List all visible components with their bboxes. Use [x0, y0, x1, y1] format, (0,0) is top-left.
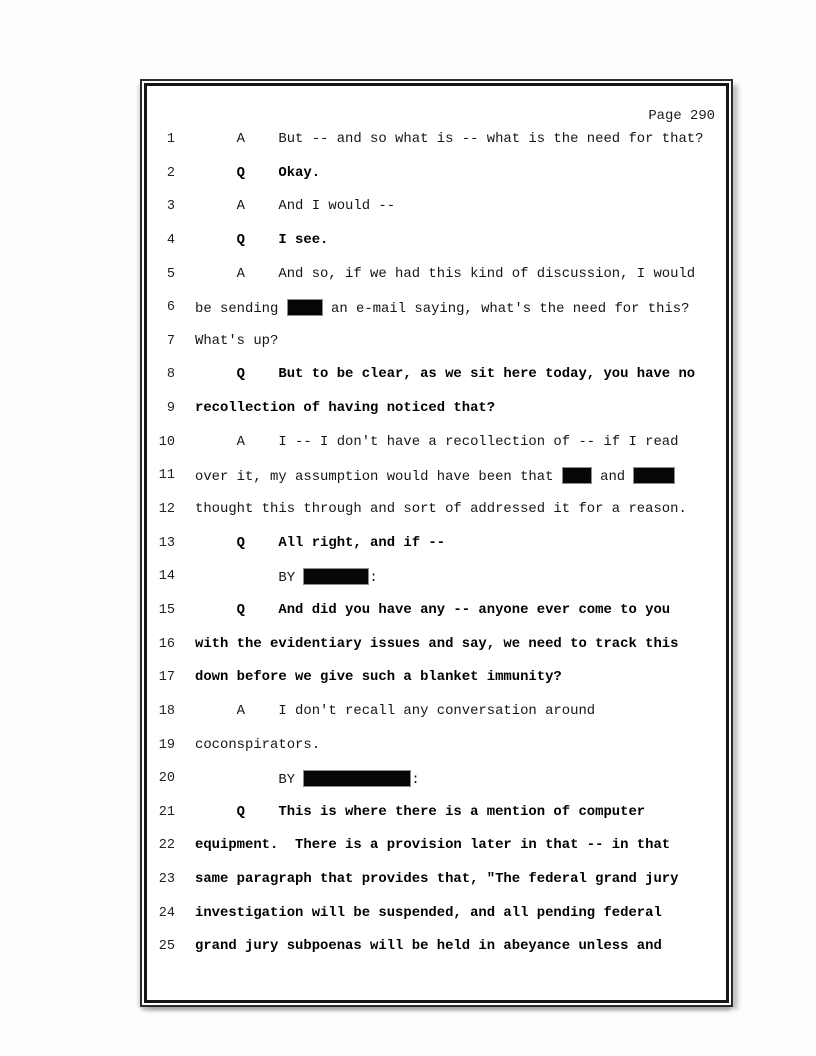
line-number: 16 — [158, 636, 175, 652]
transcript-line — [147, 198, 726, 232]
line-text — [175, 602, 670, 619]
line-text — [175, 938, 662, 955]
text-segment: Q And did you have any -- anyone ever come to you — [195, 601, 671, 618]
line-number: 8 — [166, 367, 175, 383]
line-number: 5 — [166, 266, 175, 282]
text-segment: : — [369, 570, 378, 587]
transcript-line — [147, 501, 726, 535]
text-segment: coconspirators. — [195, 736, 321, 753]
line-text — [175, 198, 395, 215]
line-text — [175, 333, 278, 350]
transcript-lines — [147, 131, 726, 972]
text-segment: over it, my assumption would have been that — [195, 469, 562, 486]
transcript-line — [147, 232, 726, 266]
text-segment: A But -- and so what is -- what is the need for that? — [195, 131, 704, 147]
text-segment: down before we give such a blanket immunity? — [195, 669, 562, 686]
transcript-line — [147, 602, 726, 636]
transcript-line — [147, 905, 726, 939]
line-number: 4 — [166, 232, 175, 248]
line-text — [175, 467, 675, 486]
text-segment: What's up? — [195, 332, 279, 349]
line-text — [175, 535, 445, 552]
text-segment: Q I see. — [195, 231, 329, 248]
line-text — [175, 366, 695, 383]
line-number: 13 — [158, 535, 175, 551]
line-number: 6 — [166, 300, 175, 316]
line-text — [175, 837, 670, 854]
redaction-box — [303, 568, 369, 585]
transcript-line — [147, 467, 726, 501]
line-number: 10 — [158, 434, 175, 450]
line-text — [175, 501, 687, 518]
line-number: 18 — [158, 703, 175, 719]
text-segment: A I -- I don't have a recollection of -- if I read — [195, 433, 679, 450]
line-text — [175, 770, 420, 789]
line-number: 12 — [158, 502, 175, 518]
transcript-paper — [140, 79, 733, 1007]
paper-inner-border — [144, 83, 729, 1003]
line-number: 24 — [158, 905, 175, 921]
transcript-line — [147, 165, 726, 199]
redaction-box — [303, 770, 411, 787]
line-text — [175, 299, 689, 318]
text-segment: be sending — [195, 301, 287, 318]
line-number: 19 — [158, 737, 175, 753]
text-segment: recollection of having noticed that? — [195, 400, 496, 417]
line-number: 11 — [158, 468, 175, 484]
transcript-line — [147, 837, 726, 871]
transcript-line — [147, 333, 726, 367]
line-text — [175, 266, 695, 283]
text-segment: BY — [195, 570, 304, 587]
line-number: 22 — [158, 838, 175, 854]
line-number: 14 — [158, 569, 175, 585]
transcript-line — [147, 299, 726, 333]
line-text — [175, 905, 662, 922]
text-segment: : — [411, 772, 420, 789]
line-text — [175, 400, 495, 417]
text-segment: thought this through and sort of addressed it for a reason. — [195, 501, 687, 518]
text-segment: an e-mail saying, what's the need for this? — [322, 301, 690, 318]
line-text — [175, 165, 320, 182]
transcript-line — [147, 703, 726, 737]
transcript-line — [147, 131, 726, 165]
text-segment: Q This is where there is a mention of computer — [195, 803, 646, 820]
line-number: 21 — [158, 804, 175, 820]
line-number: 15 — [158, 602, 175, 618]
transcript-line — [147, 266, 726, 300]
line-number: 7 — [166, 333, 175, 349]
text-segment: same paragraph that provides that, "The federal grand jury — [195, 871, 679, 888]
redaction-box — [287, 299, 323, 316]
transcript-line — [147, 535, 726, 569]
line-number: 23 — [158, 872, 175, 888]
redaction-box — [562, 467, 592, 484]
text-segment: investigation will be suspended, and all pending federal — [195, 904, 662, 921]
transcript-line — [147, 737, 726, 771]
line-text — [175, 804, 645, 821]
line-number: 25 — [158, 939, 175, 955]
line-number: 3 — [166, 199, 175, 215]
line-text — [175, 232, 328, 249]
transcript-line — [147, 669, 726, 703]
redaction-box — [633, 467, 675, 484]
text-segment: Q But to be clear, as we sit here today, you have no — [195, 366, 696, 383]
text-segment: A I don't recall any conversation around — [195, 702, 596, 719]
transcript-line — [147, 366, 726, 400]
text-segment: Q All right, and if -- — [195, 534, 446, 551]
line-text — [175, 636, 678, 653]
line-number: 1 — [166, 132, 175, 147]
text-segment: and — [591, 469, 634, 486]
text-segment: A And I would -- — [195, 198, 396, 215]
line-text — [175, 434, 678, 451]
transcript-line — [147, 568, 726, 602]
transcript-line — [147, 871, 726, 905]
transcript-line — [147, 804, 726, 838]
transcript-line — [147, 636, 726, 670]
transcript-line — [147, 938, 726, 972]
line-text — [175, 669, 562, 686]
transcript-line — [147, 400, 726, 434]
line-text — [175, 703, 595, 720]
text-segment: grand jury subpoenas will be held in abeyance unless and — [195, 938, 662, 955]
line-number: 17 — [158, 670, 175, 686]
line-text — [175, 131, 703, 148]
transcript-line — [147, 434, 726, 468]
text-segment: A And so, if we had this kind of discussion, I would — [195, 265, 696, 282]
line-number: 2 — [166, 165, 175, 181]
text-segment: BY — [195, 772, 304, 789]
line-number: 9 — [166, 401, 175, 417]
text-segment: with the evidentiary issues and say, we need to track this — [195, 635, 679, 652]
transcript-line — [147, 770, 726, 804]
line-text — [175, 871, 678, 888]
line-text — [175, 568, 378, 587]
text-segment: Q Okay. — [195, 164, 321, 181]
page-number-label: Page 290 — [648, 108, 715, 124]
line-number: 20 — [158, 771, 175, 787]
line-text — [175, 737, 320, 754]
text-segment: equipment. There is a provision later in that -- in that — [195, 837, 671, 854]
